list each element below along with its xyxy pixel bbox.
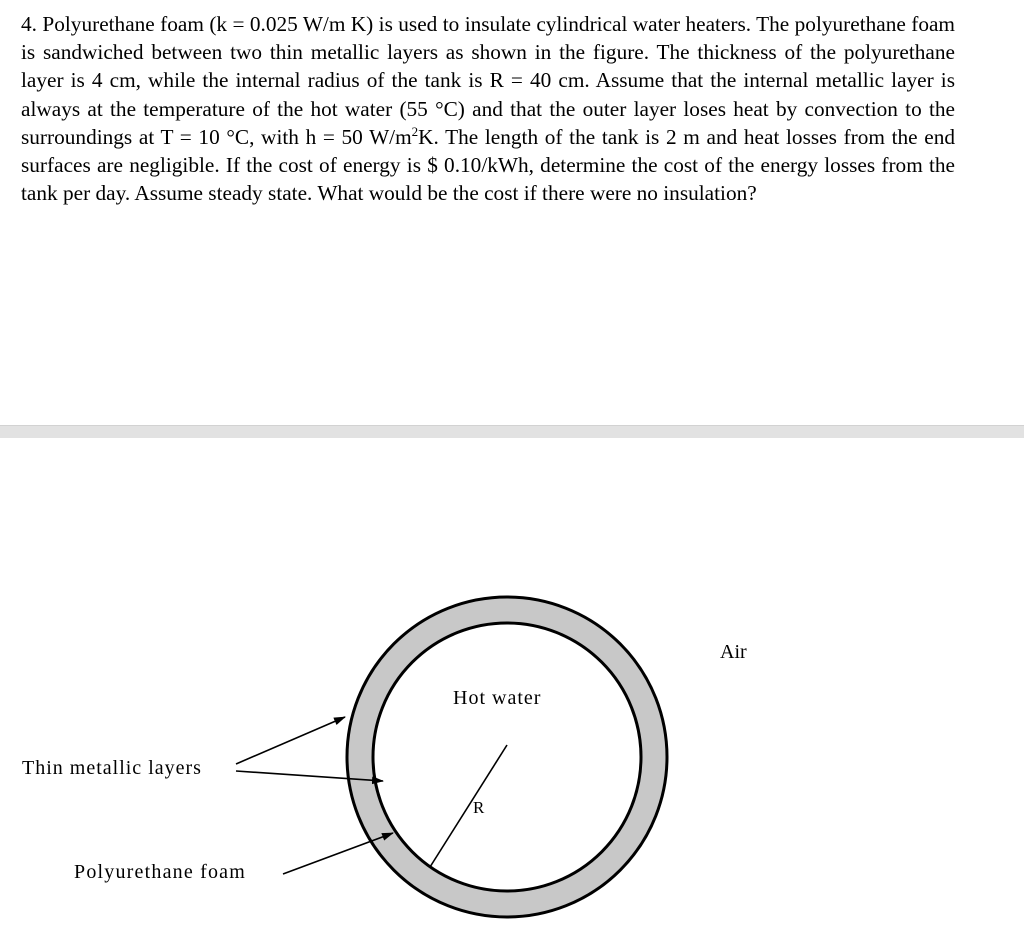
problem-number: 4. bbox=[21, 12, 37, 36]
radius-label: R bbox=[473, 798, 485, 817]
inner-metallic-layer bbox=[373, 623, 641, 891]
arrow-to-outer-layer bbox=[236, 717, 345, 764]
unit-superscript: 2 bbox=[411, 123, 419, 139]
hot-water-label: Hot water bbox=[453, 687, 542, 709]
thin-metallic-layers-label: Thin metallic layers bbox=[22, 757, 202, 779]
insulated-tank-figure bbox=[0, 437, 1024, 933]
problem-text-part1: Polyurethane foam (k = 0.025 W/m K) is used to insulate cylindrical water heaters. The polyurethane foam is sandwiched between two thin metallic layers as shown in the figure. The thickness of the polyurethane layer is 4 cm, while the internal radius of the tank is R = 40 cm. Assume that the internal metallic layer is always at the temperature of the hot water (55 °C) and that the outer layer loses heat by convection to the surroundings at T = 10 °C, with h = 50 W/m bbox=[21, 12, 955, 149]
polyurethane-foam-label: Polyurethane foam bbox=[74, 861, 247, 883]
problem-text-part2: K. The length of the tank is 2 m and heat losses from the end surfaces are negligible. If the cost of energy is $ 0.10/kWh, determine the cost of the energy losses from the tank per day. Assume steady state. What would be the cost if there were no insulation? bbox=[21, 124, 956, 206]
arrow-to-foam bbox=[283, 833, 393, 874]
problem-statement bbox=[21, 10, 955, 207]
tank-cross-section-diagram bbox=[0, 437, 1024, 933]
air-label: Air bbox=[720, 641, 747, 663]
